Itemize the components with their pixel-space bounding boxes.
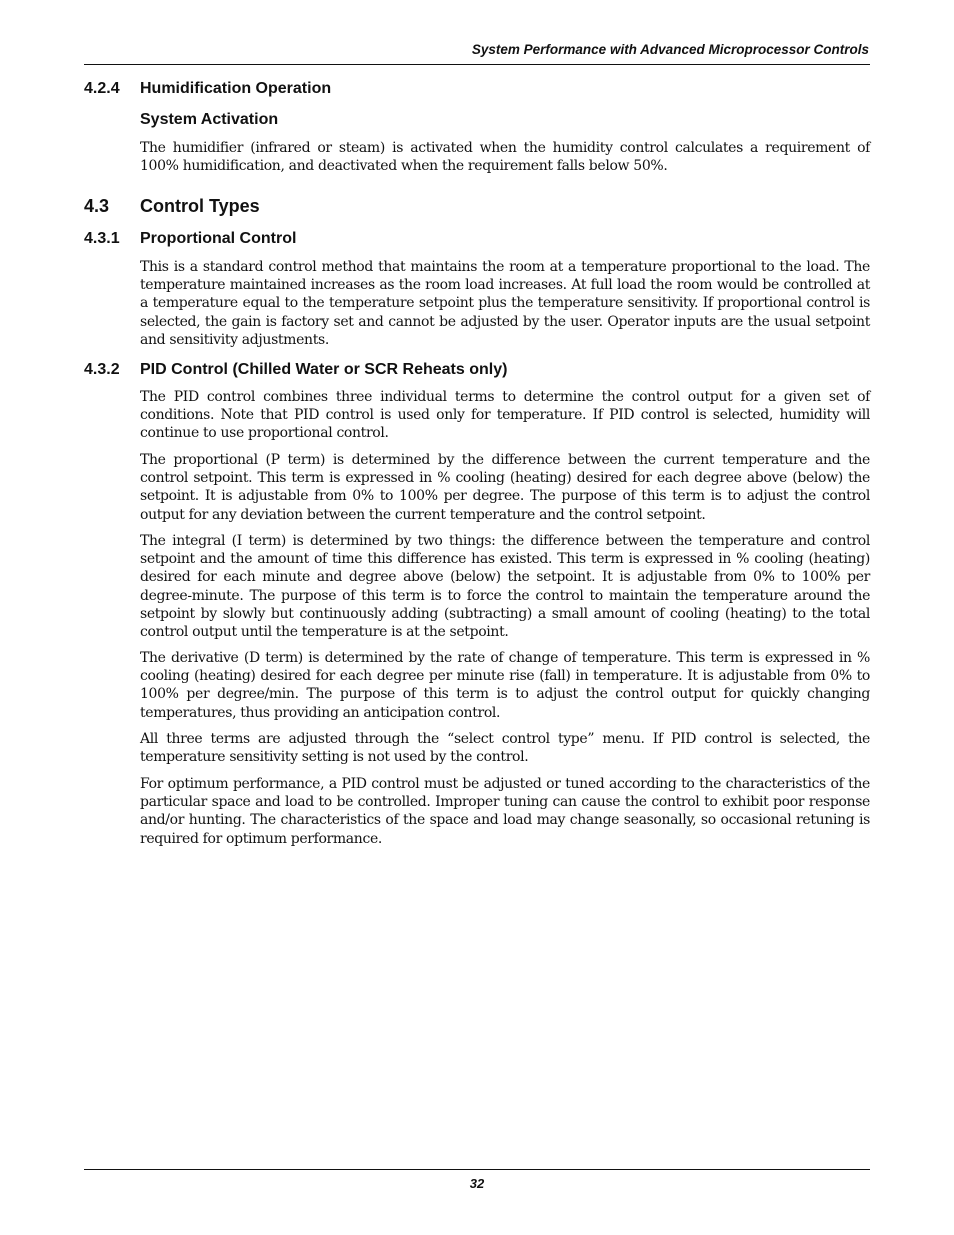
- paragraph-humidifier: The humidifier (infrared or steam) is activated when the humidity control calculates a requirement of 100% humidification, and deactivated when the requirement falls below 50%.: [140, 140, 870, 175]
- section-heading-4-2-4: [84, 80, 331, 98]
- header-rule: [84, 64, 870, 65]
- section-heading-4-3-1: [84, 230, 296, 248]
- section-number: 4.2.4: [84, 80, 120, 97]
- section-title: Control Types: [140, 196, 260, 216]
- section-heading-4-3-2: [84, 361, 507, 379]
- paragraph-proportional-control: This is a standard control method that maintains the room at a temperature proportional to the load. The temperature maintained increases as the room load increases. At full load the room would be controlled at a temperature equal to the temperature setpoint plus the temperature sensitivity. If proportional control is selected, the gain is factory set and cannot be adjusted by the user. Operator inputs are the usual setpoint and sensitivity adjustments.: [140, 259, 870, 348]
- section-heading-4-3: [84, 196, 260, 217]
- paragraph-p-term: The proportional (P term) is determined by the difference between the current temperature and the control setpoint. This term is expressed in % cooling (heating) desired for each degree above (below) the setpoint. It is adjustable from 0% to 100% per degree. The purpose of this term is to adjust the control output for any deviation between the current temperature and the control setpoint.: [140, 452, 870, 523]
- paragraph-all-terms: All three terms are adjusted through the “select control type” menu. If PID control is selected, the temperature sensitivity setting is not used by the control.: [140, 731, 870, 766]
- section-title: Proportional Control: [140, 230, 297, 247]
- subheading-system-activation: System Activation: [140, 111, 279, 128]
- section-number: 4.3: [84, 196, 110, 216]
- section-title: PID Control (Chilled Water or SCR Reheats only): [140, 361, 508, 378]
- running-header: System Performance with Advanced Microprocessor Controls: [471, 42, 869, 57]
- section-number: 4.3.2: [84, 361, 120, 378]
- paragraph-pid-intro: The PID control combines three individual terms to determine the control output for a given set of conditions. Note that PID control is used only for temperature. If PID control is selected, humidity will continue to use proportional control.: [140, 389, 870, 442]
- paragraph-tuning: For optimum performance, a PID control must be adjusted or tuned according to the characteristics of the particular space and load to be controlled. Improper tuning can cause the control to exhibit poor response and/or hunting. The characteristics of the space and load may change seasonally, so occasional retuning is required for optimum performance.: [140, 776, 870, 847]
- section-number: 4.3.1: [84, 230, 120, 247]
- page-number: 32: [469, 1176, 485, 1191]
- paragraph-d-term: The derivative (D term) is determined by the rate of change of temperature. This term is expressed in % cooling (heating) desired for each degree per minute rise (fall) in temperature. It is adjustable from 0% to 100% per degree/min. The purpose of this term is to adjust the control output for quickly changing temperatures, thus providing an anticipation control.: [140, 650, 870, 721]
- section-title: Humidification Operation: [140, 80, 332, 97]
- footer-rule: [84, 1169, 870, 1170]
- paragraph-i-term: The integral (I term) is determined by two things: the difference between the temperature and control setpoint and the amount of time this difference has existed. This term is expressed in % cooling (heating) desired for each minute and degree above (below) the setpoint. It is adjustable from 0% to 100% per degree-minute. The purpose of this term is to force the control to maintain the temperature around the setpoint by slowly but continuously adding (subtracting) a small amount of cooling (heating) to the total control output until the temperature is at the setpoint.: [140, 533, 870, 641]
